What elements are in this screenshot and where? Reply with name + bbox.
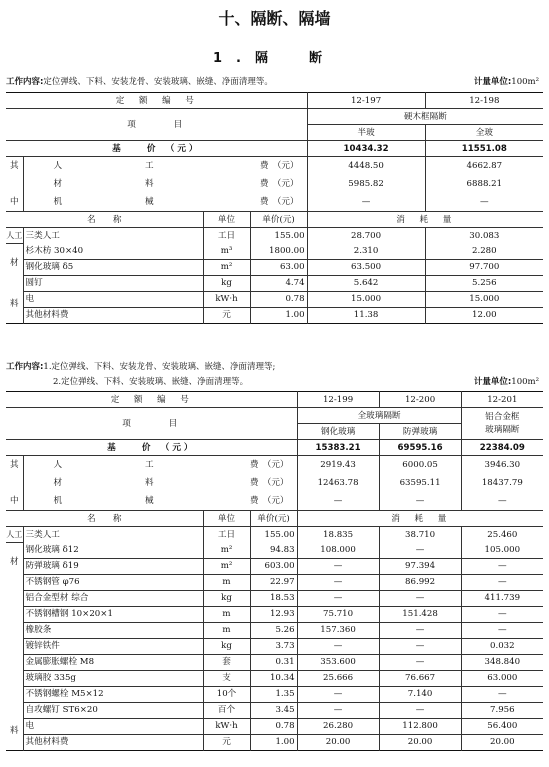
cost-c: 费 （元） bbox=[203, 157, 307, 176]
side-qizhong: 其 中 bbox=[6, 456, 23, 511]
labor-v2: 30.083 bbox=[425, 228, 543, 244]
material-v2: 97.700 bbox=[425, 259, 543, 275]
table-row bbox=[6, 558, 543, 574]
material-price: 0.78 bbox=[250, 291, 307, 307]
quota-table-2 bbox=[6, 391, 543, 751]
material-v1: — bbox=[297, 590, 379, 606]
material-price: 0.78 bbox=[250, 718, 297, 734]
labor-price: 155.00 bbox=[250, 228, 307, 244]
col-consume: 消 耗 量 bbox=[307, 212, 543, 228]
material-v2: 151.428 bbox=[379, 606, 461, 622]
code-12-198: 12-198 bbox=[469, 95, 500, 106]
cost-a: 人 bbox=[23, 456, 143, 475]
material-name: 金属膨胀螺栓 M8 bbox=[23, 654, 203, 670]
material-v3: 56.400 bbox=[461, 718, 543, 734]
material-name: 铝合金型材 综合 bbox=[23, 590, 203, 606]
material-price: 94.83 bbox=[250, 543, 297, 559]
material-unit: m bbox=[203, 606, 250, 622]
material-v2: 112.800 bbox=[379, 718, 461, 734]
material-v3: 411.739 bbox=[461, 590, 543, 606]
table-row bbox=[6, 244, 543, 260]
material-v2: — bbox=[379, 622, 461, 638]
material-name: 杉木枋 30×40 bbox=[23, 244, 203, 260]
base-price-label: 基 价 （元） bbox=[6, 440, 297, 456]
material-name: 玻璃胶 335g bbox=[23, 670, 203, 686]
col-price: 单价(元) bbox=[250, 212, 307, 228]
material-v1: — bbox=[297, 638, 379, 654]
hdr-item: 项 目 bbox=[6, 408, 297, 440]
cost-b: 料 bbox=[145, 178, 154, 189]
labor-price: 155.00 bbox=[250, 527, 297, 543]
side-cai: 材 bbox=[9, 557, 19, 567]
material-v2: 76.667 bbox=[379, 670, 461, 686]
side-liao: 料 bbox=[9, 298, 19, 309]
material-name: 橡胶条 bbox=[23, 622, 203, 638]
measure-unit-2: 计量单位:100m² bbox=[473, 377, 539, 387]
material-v1: 157.360 bbox=[297, 622, 379, 638]
cost-v3: 18437.79 bbox=[481, 477, 523, 488]
material-price: 18.53 bbox=[250, 590, 297, 606]
material-v2: 86.992 bbox=[379, 574, 461, 590]
base-price-2: 11551.08 bbox=[425, 141, 543, 157]
cost-v2: 6000.05 bbox=[379, 456, 461, 475]
material-name: 其他材料费 bbox=[23, 307, 203, 323]
code-12-199: 12-199 bbox=[297, 392, 379, 408]
material-v2: — bbox=[379, 638, 461, 654]
cost-b: 料 bbox=[145, 477, 154, 488]
code-12-197: 12-197 bbox=[307, 93, 425, 109]
table-row bbox=[6, 574, 543, 590]
cost-v3: — bbox=[498, 495, 507, 506]
material-v3: 7.956 bbox=[461, 702, 543, 718]
table-row bbox=[6, 718, 543, 734]
material-v1: — bbox=[297, 686, 379, 702]
material-name: 电 bbox=[23, 718, 203, 734]
material-price: 1.00 bbox=[250, 734, 297, 750]
material-price: 12.93 bbox=[250, 606, 297, 622]
material-unit: m bbox=[203, 574, 250, 590]
material-v3: 105.000 bbox=[484, 545, 521, 555]
labor-unit: 工日 bbox=[203, 527, 250, 543]
material-v2: 15.000 bbox=[425, 291, 543, 307]
col-consume: 消 耗 量 bbox=[297, 511, 543, 527]
material-price: 3.45 bbox=[250, 702, 297, 718]
cost-c: 费 （元） bbox=[203, 492, 297, 511]
side-labor: 人工 bbox=[6, 527, 23, 543]
material-v2: 2.280 bbox=[472, 246, 497, 256]
cost-v2: — bbox=[379, 492, 461, 511]
material-name: 不锈钢管 φ76 bbox=[23, 574, 203, 590]
cost-v2: 6888.21 bbox=[466, 178, 503, 189]
material-name: 钢化玻璃 δ5 bbox=[23, 259, 203, 275]
sub-bulletproof-glass: 防弹玻璃 bbox=[379, 424, 461, 440]
col-name: 名 称 bbox=[6, 212, 203, 228]
hdr-code: 定 额 编 号 bbox=[6, 93, 307, 109]
code-12-200: 12-200 bbox=[379, 392, 461, 408]
cost-a: 机 bbox=[53, 495, 63, 506]
work-content-2b: 2.定位弹线、下料、安装玻璃、嵌缝、净面清理等。 bbox=[53, 377, 249, 387]
col-name: 名 称 bbox=[6, 511, 203, 527]
col-unit: 单位 bbox=[203, 511, 250, 527]
table-row bbox=[6, 702, 543, 718]
code-12-201: 12-201 bbox=[487, 394, 518, 405]
sub-aluminum-frame: 铝合金框 玻璃隔断 bbox=[461, 408, 543, 440]
material-unit: 支 bbox=[203, 670, 250, 686]
material-unit: m³ bbox=[203, 244, 250, 260]
cost-v2: — bbox=[480, 196, 489, 207]
material-v1: 25.666 bbox=[297, 670, 379, 686]
material-v1: 26.280 bbox=[297, 718, 379, 734]
material-name: 不锈钢槽钢 10×20×1 bbox=[23, 606, 203, 622]
material-v1: 2.310 bbox=[307, 244, 425, 260]
material-unit: 元 bbox=[203, 734, 250, 750]
cost-b: 械 bbox=[145, 196, 154, 207]
hdr-item: 项 目 bbox=[6, 109, 307, 141]
material-v2: — bbox=[379, 654, 461, 670]
cost-v2: 63595.11 bbox=[379, 474, 461, 492]
material-v3: — bbox=[461, 686, 543, 702]
cost-a: 材 bbox=[53, 477, 63, 488]
material-v2: 20.00 bbox=[379, 734, 461, 750]
cost-v1: — bbox=[297, 492, 379, 511]
material-unit: 元 bbox=[203, 307, 250, 323]
sub-half-glass: 半玻 bbox=[307, 125, 425, 141]
table-row bbox=[6, 291, 543, 307]
table-row bbox=[6, 638, 543, 654]
base-price-1: 15383.21 bbox=[297, 440, 379, 456]
material-price: 1800.00 bbox=[250, 244, 307, 260]
cost-v1: 12463.78 bbox=[297, 474, 379, 492]
material-v2: — bbox=[379, 543, 461, 559]
table-row bbox=[6, 259, 543, 275]
col-unit: 单位 bbox=[203, 212, 250, 228]
material-price: 603.00 bbox=[250, 558, 297, 574]
cost-v1: 4448.50 bbox=[307, 157, 425, 176]
cost-b: 械 bbox=[145, 495, 154, 506]
side-material bbox=[6, 543, 23, 751]
cost-c: 费 （元） bbox=[203, 456, 297, 475]
table-row bbox=[6, 670, 543, 686]
material-price: 3.73 bbox=[250, 638, 297, 654]
table-row bbox=[6, 622, 543, 638]
material-unit: m² bbox=[203, 558, 250, 574]
material-v1: 20.00 bbox=[297, 734, 379, 750]
material-unit: 10个 bbox=[203, 686, 250, 702]
material-name: 不锈钢螺栓 M5×12 bbox=[23, 686, 203, 702]
cost-a: 人 bbox=[23, 157, 143, 176]
material-v3: 0.032 bbox=[461, 638, 543, 654]
base-price-2: 69595.16 bbox=[379, 440, 461, 456]
material-v3: — bbox=[461, 622, 543, 638]
material-price: 1.00 bbox=[250, 307, 307, 323]
labor-unit: 工日 bbox=[203, 228, 250, 244]
material-price: 5.26 bbox=[250, 622, 297, 638]
material-name: 其他材料费 bbox=[23, 734, 203, 750]
labor-name: 三类人工 bbox=[23, 527, 203, 543]
material-price: 1.35 bbox=[250, 686, 297, 702]
material-unit: kg bbox=[203, 638, 250, 654]
quota-table-1 bbox=[6, 92, 543, 324]
cost-v1: 5985.82 bbox=[307, 175, 425, 193]
base-price-1: 10434.32 bbox=[307, 141, 425, 157]
cost-v3: 3946.30 bbox=[461, 456, 543, 475]
material-v2: 7.140 bbox=[379, 686, 461, 702]
material-price: 0.31 bbox=[250, 654, 297, 670]
material-v2: 5.256 bbox=[425, 275, 543, 291]
material-price: 4.74 bbox=[250, 275, 307, 291]
group-full-glass: 全玻璃隔断 bbox=[297, 408, 461, 424]
material-name: 防弹玻璃 δ19 bbox=[23, 558, 203, 574]
material-name: 自攻螺钉 ST6×20 bbox=[23, 702, 203, 718]
table-row bbox=[6, 686, 543, 702]
material-v1: — bbox=[297, 702, 379, 718]
material-v3: — bbox=[461, 606, 543, 622]
work-content-1: 工作内容:定位弹线、下料、安装龙骨、安装玻璃、嵌缝、净面清理等。 bbox=[6, 77, 273, 87]
col-price: 单价(元) bbox=[250, 511, 297, 527]
material-v1: 353.600 bbox=[297, 654, 379, 670]
table-row bbox=[6, 734, 543, 750]
base-price-label: 基 价 （元） bbox=[6, 141, 307, 157]
material-unit: kg bbox=[203, 275, 250, 291]
chapter-title: 十、隔断、隔墙 bbox=[218, 9, 331, 28]
sub-full-glass: 全玻 bbox=[425, 125, 543, 141]
table-row bbox=[6, 543, 543, 559]
material-v1: — bbox=[297, 558, 379, 574]
table-row bbox=[6, 590, 543, 606]
material-v3: — bbox=[461, 574, 543, 590]
table-row bbox=[6, 307, 543, 323]
cost-a: 材 bbox=[53, 178, 63, 189]
material-name: 圆钉 bbox=[23, 275, 203, 291]
material-v1: 63.500 bbox=[307, 259, 425, 275]
material-v2: 97.394 bbox=[379, 558, 461, 574]
material-unit: kW·h bbox=[203, 718, 250, 734]
section-title: 1.隔 断 bbox=[213, 51, 336, 66]
measure-unit-1: 计量单位:100m² bbox=[473, 77, 539, 87]
material-name: 电 bbox=[23, 291, 203, 307]
table-row bbox=[6, 654, 543, 670]
material-unit: m² bbox=[203, 543, 250, 559]
material-name: 钢化玻璃 δ12 bbox=[23, 543, 203, 559]
material-price: 63.00 bbox=[250, 259, 307, 275]
side-labor: 人工 bbox=[6, 228, 23, 244]
cost-c: 费 （元） bbox=[203, 193, 307, 212]
material-v2: 12.00 bbox=[425, 307, 543, 323]
material-v1: 75.710 bbox=[297, 606, 379, 622]
table-row bbox=[6, 275, 543, 291]
cost-v1: — bbox=[307, 193, 425, 212]
material-v1: 5.642 bbox=[307, 275, 425, 291]
material-unit: 套 bbox=[203, 654, 250, 670]
material-v3: 20.00 bbox=[461, 734, 543, 750]
cost-v1: 2919.43 bbox=[297, 456, 379, 475]
sub-tempered-glass: 钢化玻璃 bbox=[297, 424, 379, 440]
cost-v2: 4662.87 bbox=[425, 157, 543, 176]
material-v3: 63.000 bbox=[461, 670, 543, 686]
material-v1: — bbox=[297, 574, 379, 590]
material-v3: — bbox=[461, 558, 543, 574]
group-hardwood: 硬木框隔断 bbox=[307, 109, 543, 125]
material-unit: m² bbox=[203, 259, 250, 275]
labor-name: 三类人工 bbox=[23, 228, 203, 244]
material-name: 镀锌铁件 bbox=[23, 638, 203, 654]
labor-v3: 25.460 bbox=[461, 527, 543, 543]
work-content-2: 工作内容:1.定位弹线、下料、安装龙骨、安装玻璃、嵌缝、净面清理等; bbox=[6, 362, 276, 372]
material-unit: kg bbox=[203, 590, 250, 606]
material-v2: — bbox=[379, 702, 461, 718]
cost-c: 费 （元） bbox=[203, 175, 307, 193]
material-unit: m bbox=[203, 622, 250, 638]
side-liao: 料 bbox=[9, 725, 19, 736]
material-unit: kW·h bbox=[203, 291, 250, 307]
material-v1: 15.000 bbox=[307, 291, 425, 307]
table-row bbox=[6, 606, 543, 622]
material-v2: — bbox=[379, 590, 461, 606]
labor-v1: 18.835 bbox=[297, 527, 379, 543]
side-qizhong: 其 中 bbox=[6, 157, 23, 212]
material-v1: 11.38 bbox=[307, 307, 425, 323]
base-price-3: 22384.09 bbox=[461, 440, 543, 456]
material-price: 10.34 bbox=[250, 670, 297, 686]
cost-c: 费 （元） bbox=[203, 474, 297, 492]
hdr-code: 定 额 编 号 bbox=[6, 392, 297, 408]
cost-b: 工 bbox=[143, 456, 203, 475]
material-v3: 348.840 bbox=[461, 654, 543, 670]
cost-b: 工 bbox=[143, 157, 203, 176]
material-unit: 百个 bbox=[203, 702, 250, 718]
labor-v2: 38.710 bbox=[379, 527, 461, 543]
labor-v1: 28.700 bbox=[307, 228, 425, 244]
material-v1: 108.000 bbox=[297, 543, 379, 559]
side-cai: 材 bbox=[9, 258, 19, 268]
cost-a: 机 bbox=[53, 196, 63, 207]
material-price: 22.97 bbox=[250, 574, 297, 590]
side-material bbox=[6, 244, 23, 324]
